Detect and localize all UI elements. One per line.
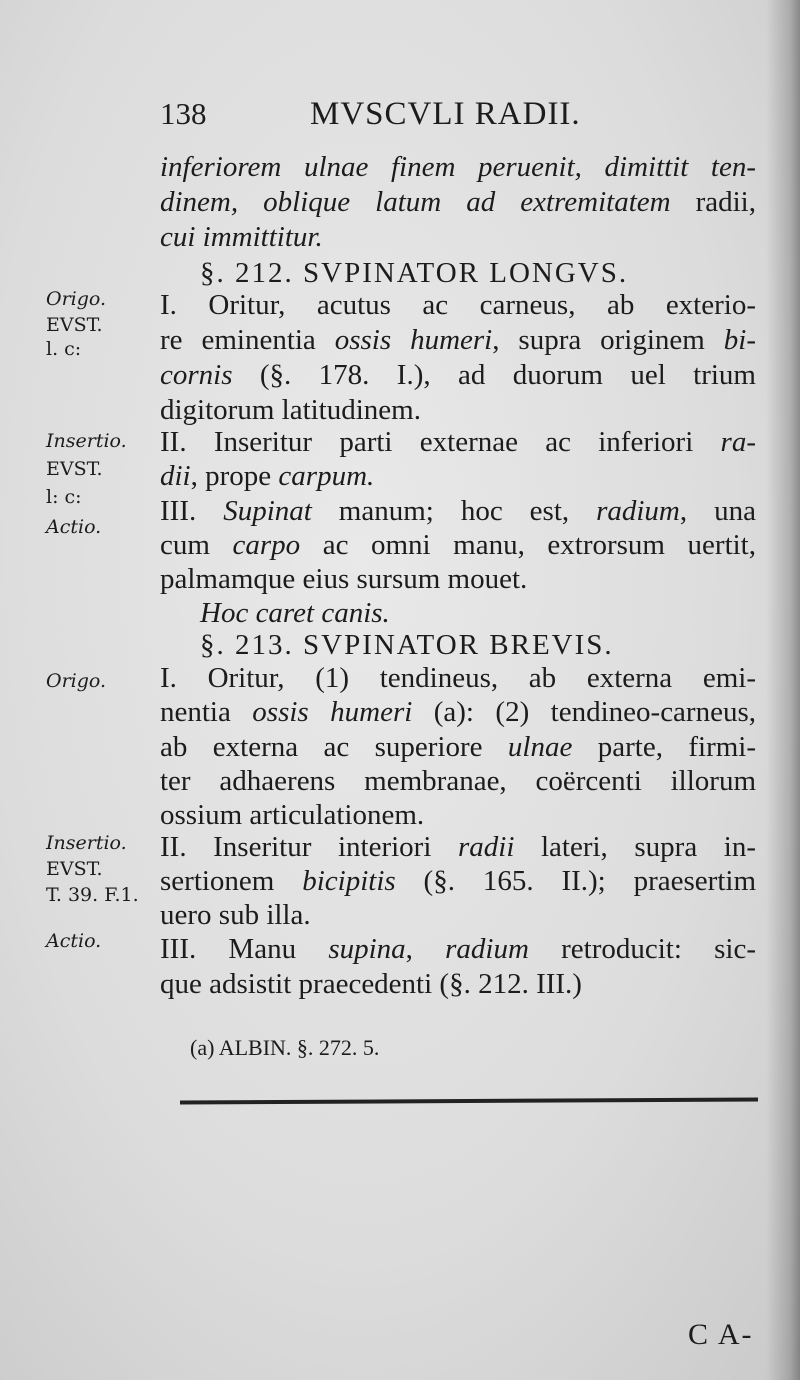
text-segment: palmamque eius sursum mouet. — [160, 563, 528, 595]
margin-note: Origo. — [46, 288, 107, 310]
text-segment: ra- — [720, 426, 756, 458]
text-segment: I. Oritur, (1) tendineus, ab externa emi- — [160, 662, 756, 694]
text-segment: que adsistit praecedenti (§. 212. III.) — [160, 968, 582, 1000]
text-segment: manum; hoc est, — [311, 495, 597, 527]
running-head: MVSCVLI RADII. — [310, 96, 581, 132]
text-segment: carpum. — [278, 460, 375, 492]
text-segment: (§. 165. II.); praesertim — [395, 865, 756, 897]
text-segment: , — [405, 933, 446, 965]
text-line — [160, 150, 756, 184]
text-segment: nentia — [160, 696, 253, 728]
text-segment: III. Manu — [160, 933, 329, 965]
text-segment: ac omni manu, extrorsum uertit, — [300, 529, 756, 561]
text-line — [160, 967, 756, 1001]
text-line — [160, 425, 756, 459]
text-segment: cui immittitur. — [160, 221, 323, 253]
text-segment: , prope — [190, 460, 279, 492]
text-line — [160, 358, 756, 392]
text-line — [160, 798, 756, 832]
catchword: C A- — [688, 1318, 754, 1351]
text-segment: radium — [596, 495, 680, 527]
text-segment: , una — [679, 495, 756, 527]
text-segment: II. Inseritur interiori — [160, 831, 458, 863]
text-line — [160, 730, 756, 764]
text-segment: II. Inseritur parti externae ac inferiori — [160, 426, 721, 458]
page-edge-shadow — [766, 0, 800, 1380]
text-segment: radii, — [670, 186, 756, 218]
text-line — [160, 932, 756, 966]
text-segment: re eminentia — [160, 324, 335, 356]
text-line — [160, 220, 756, 254]
text-segment: sertionem — [160, 865, 303, 897]
text-line — [200, 256, 796, 290]
text-segment: cum — [160, 529, 233, 561]
text-line — [160, 864, 756, 898]
text-segment: , supra originem — [492, 324, 724, 356]
footnote-rule — [180, 1097, 758, 1104]
margin-note: l: c: — [46, 486, 82, 508]
text-segment: supina — [328, 933, 406, 965]
text-segment: ossium articulationem. — [160, 799, 425, 831]
text-segment: carpo — [232, 529, 301, 561]
margin-note: EVST. — [46, 858, 103, 880]
text-line — [160, 830, 756, 864]
text-segment: bicipitis — [302, 865, 396, 897]
text-segment: digitorum latitudinem. — [160, 394, 421, 426]
text-line — [160, 661, 756, 695]
text-line — [160, 494, 756, 528]
margin-note: T. 39. F.1. — [46, 884, 139, 906]
margin-note: Insertio. — [46, 832, 127, 854]
margin-note: Actio. — [46, 516, 102, 538]
text-line — [160, 528, 756, 562]
text-segment: ab externa ac superiore — [160, 731, 508, 763]
text-segment: III. — [160, 495, 224, 527]
text-segment: §. 212. SVPINATOR LONGVS. — [200, 257, 629, 289]
text-line — [160, 459, 756, 493]
text-segment: (§. 178. I.), ad duorum uel trium — [232, 359, 756, 391]
text-segment: radii — [457, 831, 515, 863]
text-line — [160, 393, 756, 427]
page-header — [160, 96, 760, 136]
text-segment: Supinat — [223, 495, 312, 527]
text-segment: I. Oritur, acutus ac carneus, ab exterio- — [160, 289, 756, 321]
margin-note: l. c: — [46, 338, 82, 360]
page-number: 138 — [160, 96, 207, 131]
text-line — [200, 596, 796, 630]
text-segment: ter adhaerens membranae, coërcenti illorum — [160, 765, 756, 797]
margin-note: Origo. — [46, 670, 107, 692]
text-segment: dinem, oblique latum ad extremitatem — [160, 186, 671, 218]
text-segment: dii — [160, 460, 191, 492]
text-line — [160, 764, 756, 798]
text-line — [160, 562, 756, 596]
text-segment: (a): (2) tendineo-carneus, — [412, 696, 756, 728]
text-segment: cornis — [160, 359, 233, 391]
text-line — [160, 695, 756, 729]
text-line — [160, 288, 756, 322]
margin-note: Actio. — [46, 930, 102, 952]
text-line — [160, 323, 756, 357]
text-segment: Hoc caret canis. — [200, 597, 390, 629]
text-segment: ulnae — [507, 731, 573, 763]
text-segment: radium — [445, 933, 529, 965]
text-segment: retroducit: sic- — [528, 933, 756, 965]
text-line — [160, 898, 756, 932]
margin-note: Insertio. — [46, 430, 127, 452]
text-line — [160, 185, 756, 219]
text-segment: lateri, supra in- — [514, 831, 756, 863]
text-line — [200, 628, 796, 662]
text-segment: §. 213. SVPINATOR BREVIS. — [200, 629, 614, 661]
text-segment: parte, firmi- — [572, 731, 756, 763]
text-segment: uero sub illa. — [160, 899, 311, 931]
margin-note: EVST. — [46, 458, 103, 480]
margin-note: EVST. — [46, 314, 103, 336]
text-segment: bi- — [723, 324, 756, 356]
text-segment: ossis humeri — [252, 696, 413, 728]
text-segment: inferiorem ulnae finem peruenit, dimittit ten- — [160, 151, 756, 183]
text-segment: ossis humeri — [334, 324, 493, 356]
footnote: (a) ALBIN. §. 272. 5. — [190, 1035, 380, 1060]
